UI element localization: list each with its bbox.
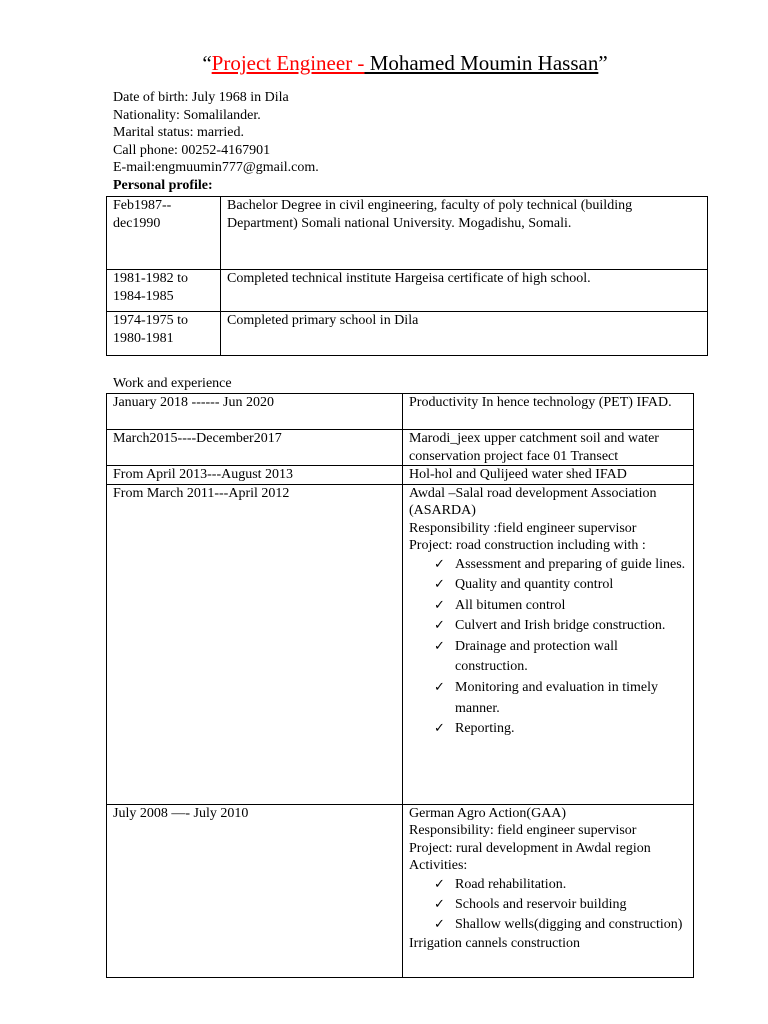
work-period: From April 2013---August 2013	[107, 466, 403, 485]
work-detail: Marodi_jeex upper catchment soil and water conservation project face 01 Transect	[403, 430, 694, 466]
document-title	[0, 50, 768, 76]
list-item: ✓ Schools and reservoir building	[434, 895, 687, 915]
title-role: Project Engineer -	[211, 51, 365, 75]
work-responsibility: Responsibility :field engineer supervisor	[409, 520, 637, 536]
work-heading: Work and experience	[113, 376, 232, 391]
work-period: January 2018 ------ Jun 2020	[107, 394, 403, 430]
work-period: From March 2011---April 2012	[107, 484, 403, 804]
list-item: ✓ Shallow wells(digging and construction)	[434, 915, 687, 935]
list-item: ✓ Monitoring and evaluation in timely manner.	[434, 678, 687, 719]
list-item: ✓ Drainage and protection wall construction.	[434, 637, 687, 678]
title-open-quote: “	[202, 51, 212, 75]
title-close-quote: ”	[598, 51, 608, 75]
call-phone: Call phone: 00252-4167901	[113, 142, 271, 158]
profile-heading: Personal profile:	[113, 177, 213, 193]
table-row	[107, 394, 694, 430]
work-footer: Irrigation cannels construction	[409, 935, 581, 951]
work-org: German Agro Action(GAA)	[409, 805, 567, 821]
work-detail	[403, 804, 694, 977]
education-period: 1974-1975 to 1980-1981	[107, 312, 221, 356]
work-period: March2015----December2017	[107, 430, 403, 466]
list-item: ✓ Road rehabilitation.	[434, 875, 687, 895]
education-table	[106, 196, 708, 356]
table-row	[107, 484, 694, 804]
nationality: Nationality: Somalilander.	[113, 107, 261, 123]
work-project: Project: road construction including with :	[409, 538, 646, 553]
task-list	[409, 555, 687, 740]
list-item: ✓ All bitumen control	[434, 596, 687, 617]
work-responsibility: Responsibility: field engineer supervisor	[409, 823, 637, 838]
table-row	[107, 804, 694, 977]
title-name: Mohamed Moumin Hassan	[364, 51, 599, 75]
work-detail: Productivity In hence technology (PET) IFAD.	[403, 394, 694, 430]
table-row	[107, 466, 694, 485]
list-item: ✓ Reporting.	[434, 719, 687, 740]
list-item: ✓ Assessment and preparing of guide lines.	[434, 555, 687, 576]
work-project: Project: rural development in Awdal region	[409, 840, 651, 856]
work-org: Awdal –Salal road development Association (ASARDA)	[409, 485, 657, 518]
education-detail: Bachelor Degree in civil engineering, faculty of poly technical (building Department) Somali national University. Mogadishu, Somali.	[221, 197, 708, 270]
work-detail: Hol-hol and Qulijeed water shed IFAD	[403, 466, 694, 485]
table-row	[107, 312, 708, 356]
education-period: Feb1987-- dec1990	[107, 197, 221, 270]
personal-info	[113, 89, 319, 194]
work-detail	[403, 484, 694, 804]
education-detail: Completed primary school in Dila	[221, 312, 708, 356]
activity-list	[409, 875, 687, 935]
table-row	[107, 270, 708, 312]
work-activities-label: Activities:	[409, 858, 468, 873]
work-period: July 2008 —- July 2010	[107, 804, 403, 977]
table-row	[107, 197, 708, 270]
marital-status: Marital status: married.	[113, 125, 245, 140]
education-period: 1981-1982 to 1984-1985	[107, 270, 221, 312]
education-detail: Completed technical institute Hargeisa certificate of high school.	[221, 270, 708, 312]
list-item: ✓ Culvert and Irish bridge construction.	[434, 616, 687, 637]
table-row	[107, 430, 694, 466]
work-table	[106, 393, 694, 978]
date-of-birth: Date of birth: July 1968 in Dila	[113, 90, 289, 105]
list-item: ✓ Quality and quantity control	[434, 575, 687, 596]
email: E-mail:engmuumin777@gmail.com.	[113, 160, 319, 175]
